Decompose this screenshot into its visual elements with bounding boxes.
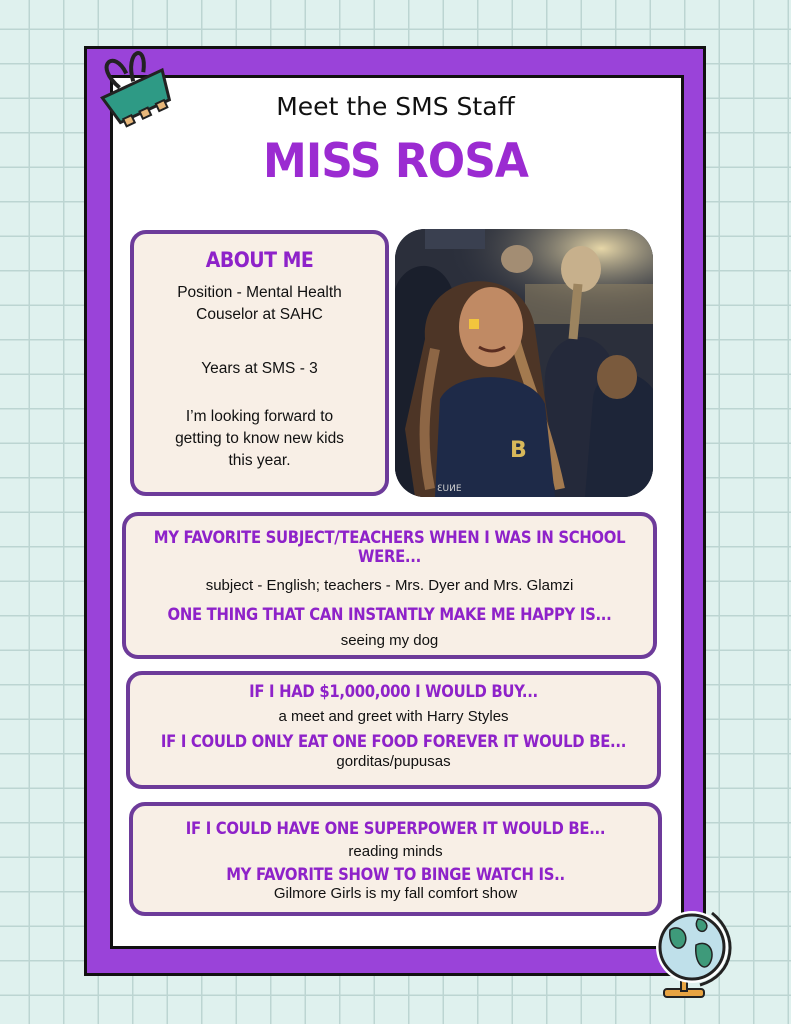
answer-food: gorditas/pupusas [336,753,451,770]
question-million: IF I HAD $1,000,000 I WOULD BUY... [249,682,538,701]
question-favorite-subject: MY FAVORITE SUBJECT/TEACHERS WHEN I WAS IN SCHOOL WERE... [153,528,626,566]
note-line-3: this year. [228,452,291,469]
staff-photo [395,229,653,497]
page-title: MISS ROSA [263,133,528,190]
answer-favorite-subject: subject - English; teachers - Mrs. Dyer and Mrs. Glamzi [205,577,574,594]
question-food: IF I COULD ONLY EAT ONE FOOD FOREVER IT WOULD BE... [160,732,627,751]
favorites-card-3 [129,802,662,916]
answer-superpower: reading minds [348,843,443,860]
about-me-title: ABOUT ME [205,248,314,272]
note-line-1: I’m looking forward to [185,408,334,425]
question-superpower: IF I COULD HAVE ONE SUPERPOWER IT WOULD BE... [185,819,606,838]
about-me-card [130,230,389,496]
question-show: MY FAVORITE SHOW TO BINGE WATCH IS.. [226,865,565,884]
position-line-2: Couselor at SAHC [196,306,323,323]
years-at-sms: Years at SMS - 3 [201,360,318,377]
favorites-card-1 [122,512,657,659]
favorites-card-2 [126,671,661,789]
answer-million: a meet and greet with Harry Styles [278,708,509,725]
answer-happy: seeing my dog [340,632,439,649]
answer-show: Gilmore Girls is my fall comfort show [273,885,518,902]
question-happy: ONE THING THAT CAN INSTANTLY MAKE ME HAPPY IS... [167,605,612,624]
jersey-text: ƐUИE [437,484,462,494]
photo-illustration [395,229,653,497]
page-subtitle: Meet the SMS Staff [276,92,515,121]
note-line-2: getting to know new kids [175,430,344,447]
position-line-1: Position - Mental Health [177,284,342,301]
svg-text:B: B [510,438,527,463]
globe-icon [650,905,740,1000]
